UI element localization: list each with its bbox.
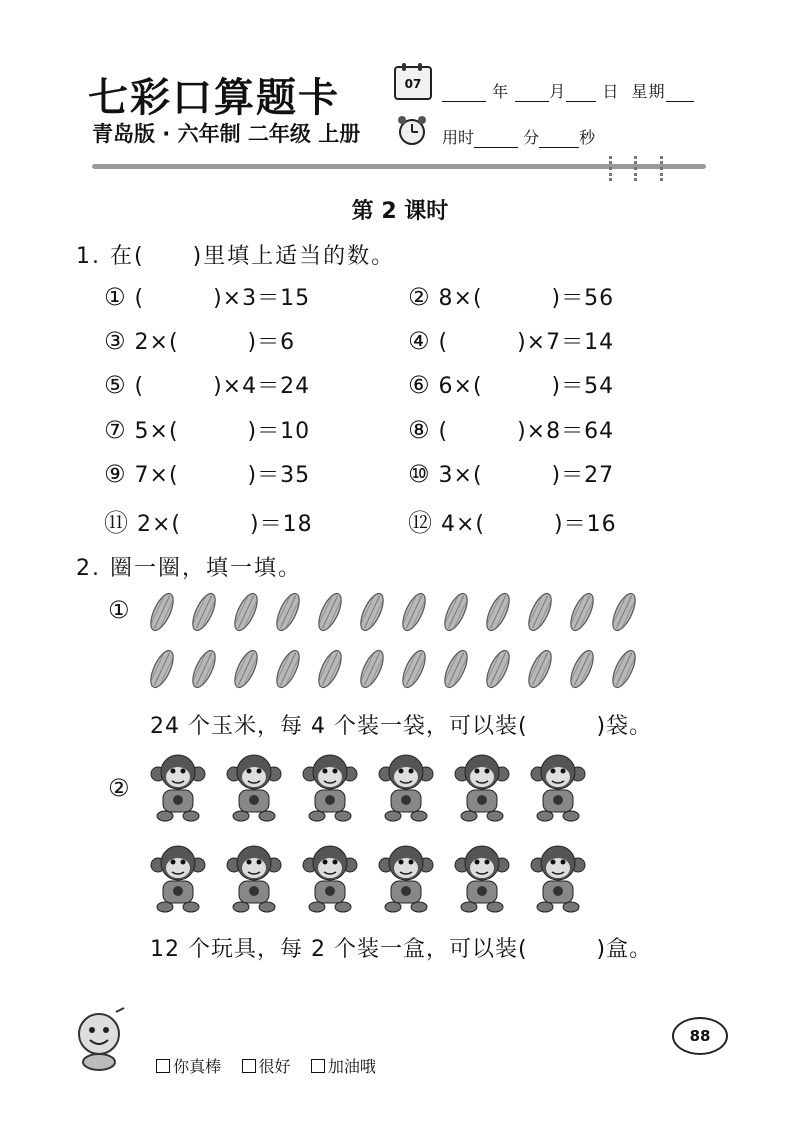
equation-item: ④ ( )×7＝14 [408, 327, 615, 355]
rating-checkbox[interactable]: 加油哦 [311, 1057, 376, 1076]
divider-pin [660, 156, 666, 181]
equation-item: ⑫ 4×( )＝16 [408, 509, 617, 537]
monkey-row [150, 843, 586, 913]
monkey-toy-icon [226, 752, 282, 822]
monkey-toy-icon [378, 843, 434, 913]
question2-title: 2. 圈一圈，填一填。 [76, 556, 302, 581]
corn-icon [444, 647, 468, 691]
monkey-toy-icon [454, 843, 510, 913]
corn-icon [276, 590, 300, 634]
corn-icon [570, 647, 594, 691]
corn-icon [318, 647, 342, 691]
corn-icon [150, 647, 174, 691]
equation-item: ③ 2×( )＝6 [104, 327, 296, 355]
equation-item: ⑤ ( )×4＝24 [104, 371, 311, 399]
equation-item: ⑧ ( )×8＝64 [408, 416, 615, 444]
corn-icon [234, 647, 258, 691]
corn-icon [150, 590, 174, 634]
corn-icon [612, 590, 636, 634]
corn-icon [612, 647, 636, 691]
rating-checkbox[interactable]: 很好 [242, 1057, 291, 1076]
lesson-title: 第 2 课时 [351, 199, 449, 224]
part2-sentence: 12 个玩具，每 2 个装一盒，可以装( )盒。 [150, 937, 653, 962]
corn-icon [276, 647, 300, 691]
equation-item: ⑥ 6×( )＝54 [408, 371, 615, 399]
corn-icon [234, 590, 258, 634]
part1-sentence: 24 个玉米，每 4 个装一袋，可以装( )袋。 [150, 714, 653, 739]
monkey-toy-icon [530, 752, 586, 822]
equation-item: ① ( )×3＝15 [104, 283, 311, 311]
corn-icon [570, 590, 594, 634]
equation-item: ⑪ 2×( )＝18 [104, 509, 313, 537]
corn-icon [192, 590, 216, 634]
equation-item: ⑩ 3×( )＝27 [408, 460, 615, 488]
page-number: 88 [672, 1017, 728, 1055]
part1-number: ① [108, 596, 130, 624]
corn-icon [444, 590, 468, 634]
date-line: 年 月 日 星期 [442, 79, 694, 102]
mascot-icon [68, 1006, 130, 1072]
equation-item: ② 8×( )＝56 [408, 283, 615, 311]
divider-pin [609, 156, 615, 181]
corn-icon [486, 647, 510, 691]
corn-icon [528, 647, 552, 691]
calendar-day: 07 [404, 77, 422, 91]
monkey-toy-icon [150, 752, 206, 822]
corn-icon [486, 590, 510, 634]
monkey-toy-icon [226, 843, 282, 913]
edition-label: 青岛版 · 六年制 二年级 上册 [92, 122, 361, 146]
monkey-toy-icon [150, 843, 206, 913]
alarm-clock-icon [396, 114, 428, 146]
monkey-toy-icon [378, 752, 434, 822]
corn-icon [360, 590, 384, 634]
corn-icon [528, 590, 552, 634]
time-line: 用时 分 秒 [442, 128, 596, 147]
rating-options [146, 1035, 376, 1077]
monkey-toy-icon [454, 752, 510, 822]
brand-title: 七彩口算题卡 [88, 75, 340, 121]
corn-icon [402, 647, 426, 691]
monkey-toy-icon [302, 752, 358, 822]
calendar-icon [394, 66, 432, 100]
monkey-row [150, 752, 586, 822]
corn-icon [192, 647, 216, 691]
divider-pin [634, 156, 640, 181]
rating-checkbox[interactable]: 你真棒 [156, 1057, 221, 1076]
equation-item: ⑨ 7×( )＝35 [104, 460, 311, 488]
corn-icon [360, 647, 384, 691]
monkey-toy-icon [530, 843, 586, 913]
question1-title: 1. 在( )里填上适当的数。 [76, 244, 396, 269]
corn-row [150, 590, 636, 634]
equation-item: ⑦ 5×( )＝10 [104, 416, 311, 444]
corn-icon [402, 590, 426, 634]
part2-number: ② [108, 774, 130, 802]
monkey-toy-icon [302, 843, 358, 913]
corn-icon [318, 590, 342, 634]
corn-row [150, 647, 636, 691]
